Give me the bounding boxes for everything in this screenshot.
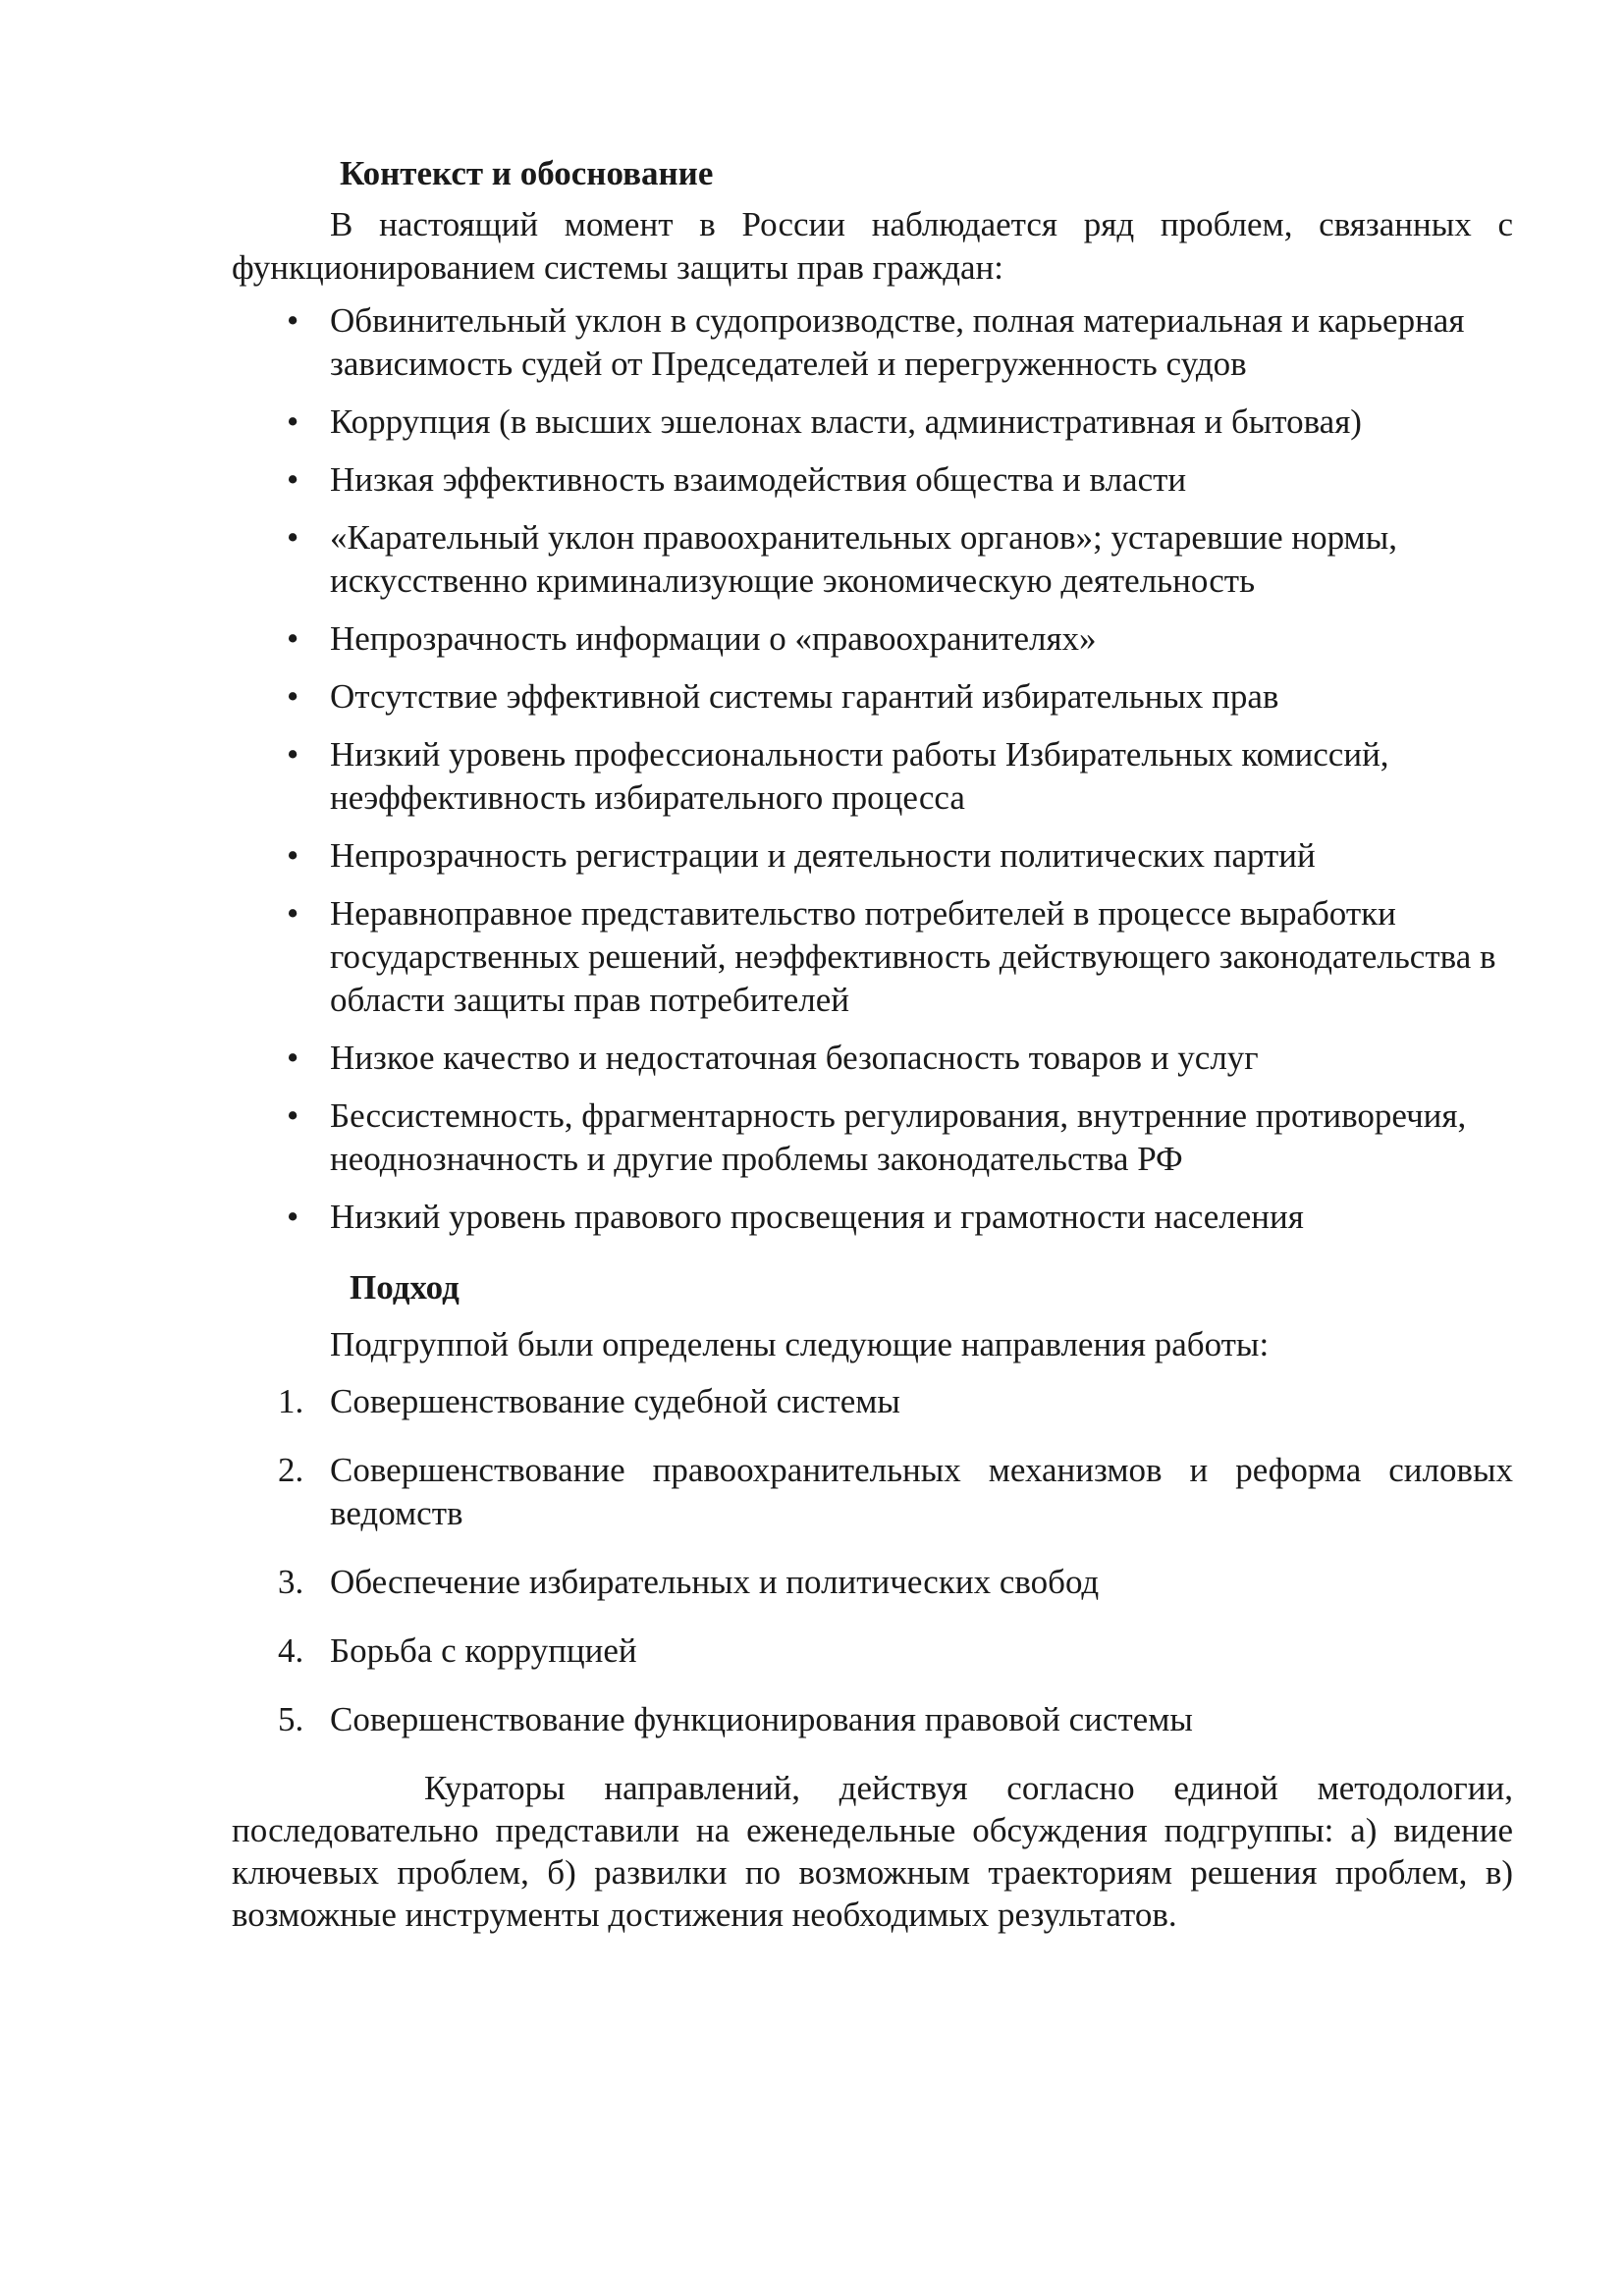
bullet-text: Коррупция (в высших эшелонах власти, административная и бытовая) [330, 402, 1362, 441]
numbered-list-item [232, 1449, 1513, 1535]
list-number: 5. [278, 1700, 304, 1738]
bullet-icon: • [287, 1198, 299, 1236]
bullet-list-item [232, 1196, 1513, 1239]
bullet-text: Бессистемность, фрагментарность регулирования, внутренние противоречия, неоднозначность и другие проблемы законодательства РФ [330, 1096, 1467, 1178]
bullet-list-item [232, 1095, 1513, 1181]
bullet-list-item [232, 400, 1513, 444]
numbered-list-item [232, 1561, 1513, 1604]
approach-intro-paragraph: Подгруппой были определены следующие направления работы: [330, 1325, 1270, 1363]
bullet-icon: • [287, 301, 299, 340]
context-intro-paragraph: В настоящий момент в России наблюдается ряд проблем, связанных с функционированием системы защиты прав граждан: [232, 205, 1513, 287]
bullet-text: Низкая эффективность взаимодействия общества и власти [330, 460, 1187, 499]
numbered-list-item [232, 1698, 1513, 1741]
page-content [232, 152, 1513, 1936]
directions-numbered-list [232, 1380, 1513, 1741]
list-number: 1. [278, 1382, 304, 1420]
numbered-item-text: Борьба с коррупцией [330, 1631, 637, 1670]
bullet-icon: • [287, 677, 299, 716]
bullet-icon: • [287, 460, 299, 499]
bullet-list-item [232, 458, 1513, 502]
bullet-icon: • [287, 735, 299, 774]
numbered-list-item [232, 1380, 1513, 1423]
bullet-icon: • [287, 619, 299, 658]
bullet-list-item [232, 733, 1513, 820]
bullet-list-item [232, 617, 1513, 661]
bullet-icon: • [287, 1096, 299, 1135]
section-heading-context: Контекст и обоснование [340, 154, 714, 192]
list-number: 2. [278, 1451, 304, 1489]
bullet-icon: • [287, 402, 299, 441]
bullet-text: Низкий уровень правового просвещения и грамотности населения [330, 1198, 1304, 1236]
bullet-icon: • [287, 836, 299, 875]
bullet-text: Низкий уровень профессиональности работы Избирательных комиссий, неэффективность избирательного процесса [330, 735, 1389, 817]
bullet-text: «Карательный уклон правоохранительных органов»; устаревшие нормы, искусственно криминализующие экономическую деятельность [330, 518, 1397, 600]
bullet-text: Обвинительный уклон в судопроизводстве, полная материальная и карьерная зависимость судей от Председателей и перегруженность судов [330, 301, 1465, 383]
bullet-text: Отсутствие эффективной системы гарантий избирательных прав [330, 677, 1279, 716]
bullet-list-item [232, 1037, 1513, 1080]
bullet-list-item [232, 834, 1513, 878]
bullet-text: Неравноправное представительство потребителей в процессе выработки государственных решений, неэффективность действующего законодательства в области защиты прав потребителей [330, 894, 1496, 1019]
bullet-icon: • [287, 894, 299, 933]
bullet-list-item [232, 516, 1513, 603]
list-number: 4. [278, 1631, 304, 1670]
numbered-item-text: Обеспечение избирательных и политических свобод [330, 1563, 1100, 1601]
section-heading-approach: Подход [350, 1268, 460, 1307]
numbered-item-text: Совершенствование правоохранительных механизмов и реформа силовых ведомств [330, 1451, 1513, 1532]
numbered-list-item [232, 1629, 1513, 1673]
bullet-text: Непрозрачность информации о «правоохранителях» [330, 619, 1097, 658]
bullet-list-item [232, 299, 1513, 386]
closing-paragraph: Кураторы направлений, действуя согласно единой методологии, последовательно представили на еженедельные обсуждения подгруппы: а) видение ключевых проблем, б) развилки по возможным траекториям решения проблем, в) возможные инструменты достижения необходимых результатов. [232, 1769, 1513, 1934]
bullet-list-item [232, 892, 1513, 1022]
bullet-icon: • [287, 518, 299, 557]
bullet-list-item [232, 675, 1513, 719]
bullet-icon: • [287, 1039, 299, 1077]
problems-bullet-list [232, 299, 1513, 1239]
numbered-item-text: Совершенствование судебной системы [330, 1382, 900, 1420]
numbered-item-text: Совершенствование функционирования правовой системы [330, 1700, 1193, 1738]
bullet-text: Непрозрачность регистрации и деятельности политических партий [330, 836, 1316, 875]
list-number: 3. [278, 1563, 304, 1601]
bullet-text: Низкое качество и недостаточная безопасность товаров и услуг [330, 1039, 1259, 1077]
